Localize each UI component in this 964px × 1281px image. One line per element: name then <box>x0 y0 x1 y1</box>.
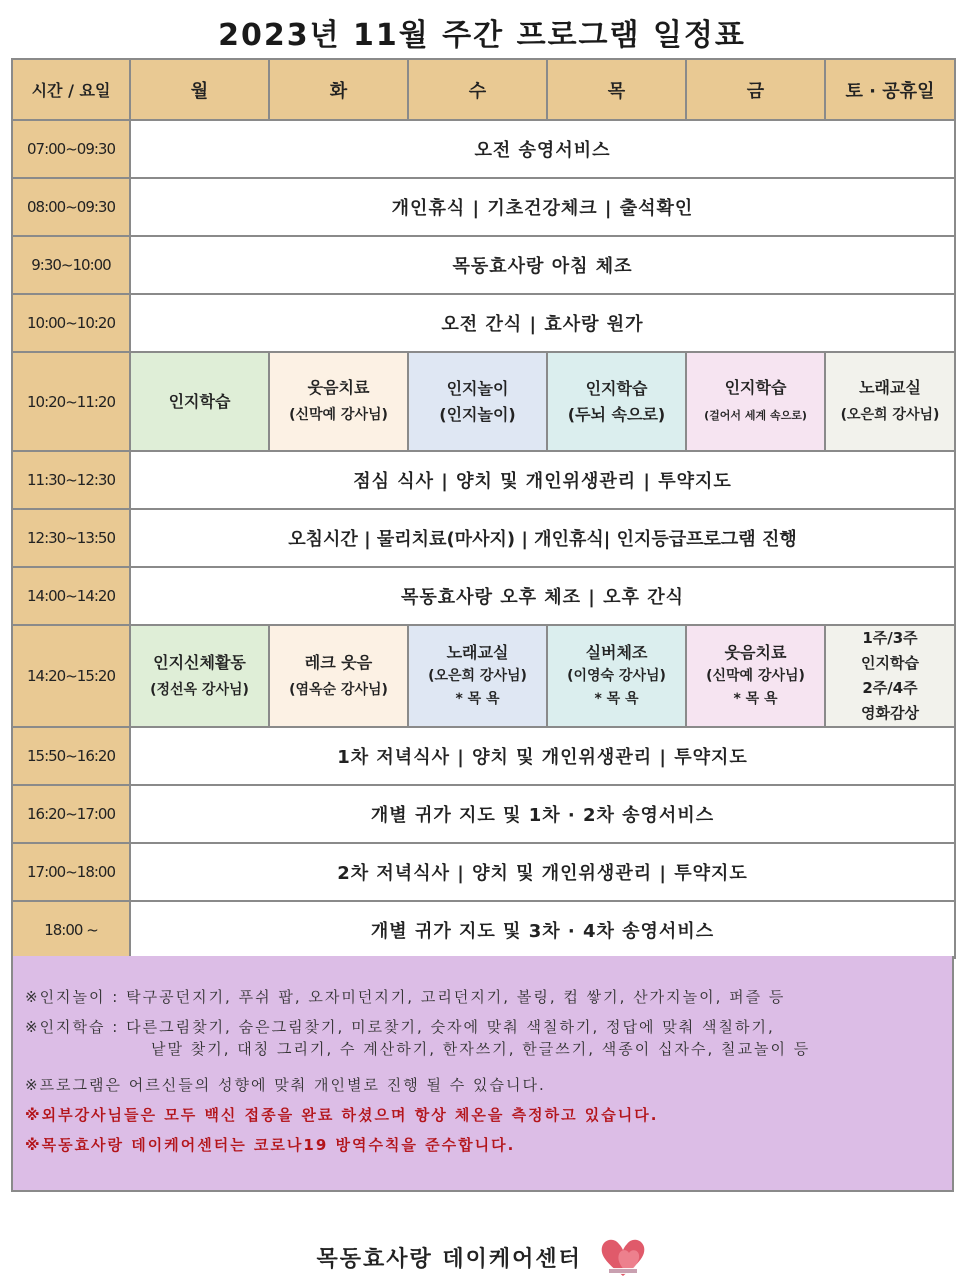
program-cell-wed <box>408 625 547 727</box>
heart-logo-icon <box>598 1236 648 1281</box>
header-fri: 금 <box>686 59 825 120</box>
activity-cell: 목동효사랑 오후 체조 | 오후 간식 <box>130 567 955 625</box>
header-tue: 화 <box>269 59 408 120</box>
program-title: 실버체조 <box>585 643 648 662</box>
activity-cell: 오전 송영서비스 <box>130 120 955 178</box>
table-row <box>12 120 955 178</box>
table-row <box>12 785 955 843</box>
activity-cell: 개별 귀가 지도 및 1차 · 2차 송영서비스 <box>130 785 955 843</box>
note-line-alert: ※외부강사님들은 모두 백신 접종을 완료 하셨으며 항상 체온을 측정하고 있습니다. <box>25 1106 659 1124</box>
program-title: 레크 웃음 <box>304 652 373 672</box>
note-line <box>25 1016 940 1074</box>
activity-cell: 2차 저녁식사 | 양치 및 개인위생관리 | 투약지도 <box>130 843 955 901</box>
time-cell: 10:00~10:20 <box>12 294 130 352</box>
program-cell-fri <box>686 352 825 451</box>
time-cell: 9:30~10:00 <box>12 236 130 294</box>
program-week-label: 1주/3주 <box>862 629 918 647</box>
activity-cell: 오전 간식 | 효사랑 원가 <box>130 294 955 352</box>
table-row <box>12 352 955 451</box>
time-cell: 14:20~15:20 <box>12 625 130 727</box>
note-line: ※프로그램은 어르신들의 성향에 맞춰 개인별로 진행 될 수 있습니다. <box>25 1076 546 1094</box>
program-cell-fri <box>686 625 825 727</box>
activity-cell: 오침시간 | 물리치료(마사지) | 개인휴식| 인지등급프로그램 진행 <box>130 509 955 567</box>
program-instructor: (정선옥 강사님) <box>150 681 249 698</box>
time-cell: 07:00~09:30 <box>12 120 130 178</box>
page-title: 2023년 11월 주간 프로그램 일정표 <box>218 18 746 53</box>
note-text: ※인지학습 : 다른그림찾기, 숨은그림찾기, 미로찾기, 숫자에 맞춰 색칠하기, 정답에 맞춰 색칠하기, <box>25 1018 775 1036</box>
program-instructor: (염옥순 강사님) <box>289 681 388 698</box>
header-wed: 수 <box>408 59 547 120</box>
note-line: ※인지놀이 : 탁구공던지기, 푸쉬 팝, 오자미던지기, 고리던지기, 볼링, 컵 쌓기, 산가지놀이, 퍼즐 등 <box>25 988 786 1006</box>
program-subtitle: (걸어서 세계 속으로) <box>704 408 807 422</box>
time-cell: 12:30~13:50 <box>12 509 130 567</box>
program-cell-tue <box>269 625 408 727</box>
activity-cell: 개별 귀가 지도 및 3차 · 4차 송영서비스 <box>130 901 955 958</box>
time-cell: 15:50~16:20 <box>12 727 130 785</box>
program-instructor: (신막예 강사님) <box>289 407 388 423</box>
program-cell-wed <box>408 352 547 451</box>
time-cell: 18:00 ~ <box>12 901 130 958</box>
program-bath-note: * 목 욕 <box>594 691 639 707</box>
program-title: 웃음치료 <box>307 378 370 397</box>
activity-cell: 개인휴식 | 기초건강체크 | 출석확인 <box>130 178 955 236</box>
program-subtitle: (인지놀이) <box>439 404 516 424</box>
center-name: 목동효사랑 데이케어센터 <box>316 1247 582 1272</box>
table-row <box>12 451 955 509</box>
program-title: 인지학습 <box>585 378 648 398</box>
activity-cell: 목동효사랑 아침 체조 <box>130 236 955 294</box>
program-title: 인지신체활동 <box>153 652 246 672</box>
time-cell: 16:20~17:00 <box>12 785 130 843</box>
time-cell: 08:00~09:30 <box>12 178 130 236</box>
program-title: 영화감상 <box>861 704 919 722</box>
program-bath-note: * 목 욕 <box>455 691 500 707</box>
table-row <box>12 509 955 567</box>
program-title: 인지놀이 <box>446 378 509 398</box>
program-title: 노래교실 <box>859 378 921 397</box>
header-thu: 목 <box>547 59 686 120</box>
program-title: 노래교실 <box>446 643 509 662</box>
program-bath-note: * 목 욕 <box>733 691 778 707</box>
time-cell: 17:00~18:00 <box>12 843 130 901</box>
program-instructor: (신막예 강사님) <box>706 668 805 684</box>
program-week-label: 2주/4주 <box>862 679 918 697</box>
time-cell: 10:20~11:20 <box>12 352 130 451</box>
table-row <box>12 294 955 352</box>
program-cell-sat <box>825 352 955 451</box>
table-row <box>12 727 955 785</box>
program-instructor: (이영숙 강사님) <box>567 668 666 684</box>
activity-cell: 1차 저녁식사 | 양치 및 개인위생관리 | 투약지도 <box>130 727 955 785</box>
activity-cell: 점심 식사 | 양치 및 개인위생관리 | 투약지도 <box>130 451 955 509</box>
header-sat-holiday: 토 · 공휴일 <box>825 59 955 120</box>
program-cell-thu <box>547 625 686 727</box>
program-cell-mon <box>130 352 269 451</box>
program-instructor: (오은희 강사님) <box>840 407 940 423</box>
program-subtitle: (두뇌 속으로) <box>567 404 666 424</box>
header-row <box>12 59 955 120</box>
note-line-alert: ※목동효사랑 데이케어센터는 코로나19 방역수칙을 준수합니다. <box>25 1136 516 1154</box>
program-cell-mon <box>130 625 269 727</box>
table-row <box>12 567 955 625</box>
header-time-day: 시간 / 요일 <box>12 59 130 120</box>
program-title: 인지학습 <box>724 377 787 397</box>
program-cell-sat <box>825 625 955 727</box>
program-title: 인지학습 <box>861 654 919 672</box>
table-row <box>12 843 955 901</box>
program-title: 인지학습 <box>168 391 231 411</box>
footer <box>0 1236 964 1276</box>
table-row <box>12 178 955 236</box>
program-cell-thu <box>547 352 686 451</box>
program-cell-tue <box>269 352 408 451</box>
time-cell: 11:30~12:30 <box>12 451 130 509</box>
schedule-table <box>11 58 956 959</box>
table-row <box>12 625 955 727</box>
program-title: 웃음치료 <box>724 643 787 662</box>
time-cell: 14:00~14:20 <box>12 567 130 625</box>
note-text-continued: 낱말 찾기, 대칭 그리기, 수 계산하기, 한자쓰기, 한글쓰기, 색종이 십자수, 칠교놀이 등 <box>151 1040 811 1058</box>
table-row <box>12 236 955 294</box>
notes-box <box>11 956 954 1192</box>
header-mon: 월 <box>130 59 269 120</box>
table-row <box>12 901 955 958</box>
program-instructor: (오은희 강사님) <box>428 668 527 684</box>
